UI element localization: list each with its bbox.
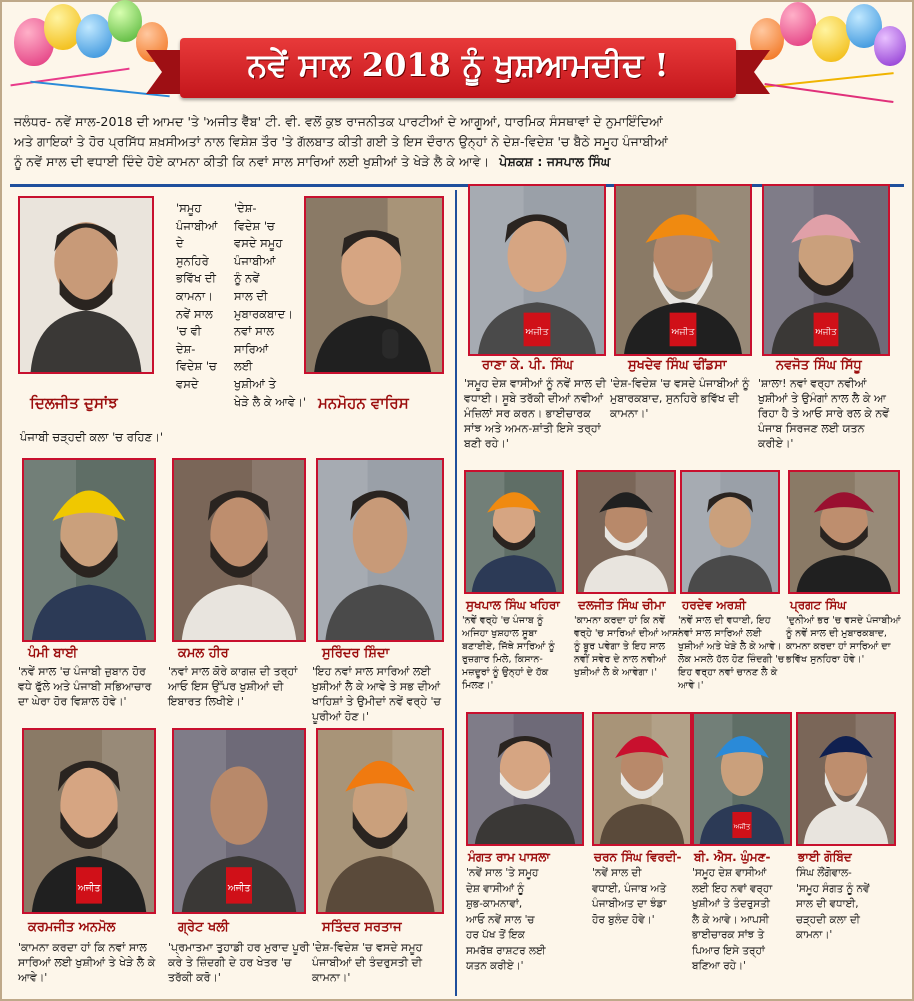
quote-left-1: 'ਨਵਾਂ ਸਾਲ ਕੋਰੇ ਕਾਗਜ਼ ਦੀ ਤਰ੍ਹਾਂ ਆਓ ਇਸ ਉੱਪਰ ਖੁਸ਼ੀਆਂ ਦੀ ਇਬਾਰਤ ਲਿਖੀਏ।' [168, 665, 298, 708]
quote-line: ਆਓ ਨਵੇਂ ਸਾਲ 'ਚ [466, 913, 535, 926]
quote-right-top-0: 'ਸਮੂਹ ਦੇਸ਼ ਵਾਸੀਆਂ ਨੂੰ ਨਵੇਂ ਸਾਲ ਦੀ ਵਧਾਈ। ਸੂਬੇ ਤਰੱਕੀ ਦੀਆਂ ਨਵੀਆਂ ਮੰਜ਼ਿਲਾਂ ਸਰ ਕਰਨ। ਭਾਈਚਾਰਕ ਸਾਂਝ ਅਤੇ ਅਮਨ-ਸ਼ਾਂਤੀ ਇਸੇ ਤਰ੍ਹਾਂ ਬਣੀ ਰਹੇ।' [464, 377, 607, 450]
svg-text:ਅਜੀਤ: ਅਜੀਤ [671, 326, 695, 338]
name-right-bottom-1: ਚਰਨ ਸਿੰਘ ਵਿਰਦੀ- [594, 850, 682, 864]
quote-left-5: 'ਦੇਸ਼-ਵਿਦੇਸ਼ 'ਚ ਵਸਦੇ ਸਮੂਹ ਪੰਜਾਬੀਆਂ ਦੀ ਤੰਦਰੁਸਤੀ ਦੀ ਕਾਮਨਾ।' [312, 941, 423, 984]
intro-line [14, 152, 902, 172]
quote-line: ਵਿਦੇਸ਼ 'ਚ [234, 218, 275, 233]
quote-line: ਲੈ ਕੇ ਆਵੇ। ਆਪਸੀ [692, 913, 769, 926]
photo-left-5 [316, 728, 444, 914]
photo-right-mid-0 [464, 470, 564, 594]
quote-line: 'ਨਵੇਂ ਸਾਲ ਦੀ [592, 867, 642, 879]
credit: ਪੇਸ਼ਕਸ਼ : ਜਸਪਾਲ ਸਿੰਘ [499, 154, 611, 169]
quote-line: ਪੰਜਾਬੀਆਂ [176, 218, 218, 233]
intro-line: ਅਤੇ ਗਾਇਕਾਂ ਤੇ ਹੋਰ ਪ੍ਰਸਿੱਧ ਸ਼ਖ਼ਸੀਅਤਾਂ ਨਾਲ ਵਿਸ਼ੇਸ਼ ਤੌਰ 'ਤੇ ਗੱਲਬਾਤ ਕੀਤੀ ਗਈ ਤੇ ਇਸ ਦੌਰਾਨ ਉਨ੍ਹਾਂ ਨੇ ਦੇਸ਼-ਵਿਦੇਸ਼ 'ਚ ਬੈਠੇ ਸਮੂਹ ਪੰਜਾਬੀਆਂ [14, 134, 668, 149]
quote-line: 'ਸਮੂਹ ਸੰਗਤ ਨੂੰ ਨਵੇਂ [796, 882, 870, 895]
quote-line: ਨਵੇਂ ਸਾਲ [176, 306, 213, 321]
name-right-mid-1: ਦਲਜੀਤ ਸਿੰਘ ਚੀਮਾ [578, 598, 666, 612]
quote-right-bottom-0 [466, 866, 586, 975]
quote-line: 'ਸਮੂਹ [176, 201, 202, 215]
quote-line: ਚੜ੍ਹਦੀ ਕਲਾ ਦੀ [796, 913, 860, 926]
quote-line: ਭਾਈਚਾਰਕ ਸਾਂਝ ਤੇ [692, 929, 765, 941]
quote-line: ਦੇਸ਼ ਵਾਸੀਆਂ ਨੂੰ [466, 882, 525, 895]
photo-right-bottom-3 [796, 712, 896, 846]
photo-left-0 [22, 458, 156, 642]
quote-line: 'ਦੇਸ਼- [234, 201, 257, 215]
quote-right-bottom-2 [692, 866, 800, 975]
quote-right-mid-1: 'ਕਾਮਨਾ ਕਰਦਾ ਹਾਂ ਕਿ ਨਵੇਂ ਵਰ੍ਹੇ 'ਚ ਸਾਰਿਆਂ ਦੀਆਂ ਆਸਾਂ ਨੂੰ ਬੂਰ ਪਵੇਗਾ ਤੇ ਇਹ ਸਾਲ ਨਵੀਂ ਸਵੇਰ ਦੇ ਨਾਲ ਨਵੀਆਂ ਖੁਸ਼ੀਆਂ ਲੈ ਕੇ ਆਵੇਗਾ।' [574, 615, 682, 678]
quote-line: ਸਾਲ ਦੀ ਵਧਾਈ, [796, 898, 859, 910]
photo-right-mid-3 [788, 470, 900, 594]
photo-right-bottom-2 [692, 712, 792, 846]
quote-left-0: 'ਨਵੇਂ ਸਾਲ 'ਚ ਪੰਜਾਬੀ ਜ਼ੁਬਾਨ ਹੋਰ ਵਧੇ ਫੁੱਲੇ ਅਤੇ ਪੰਜਾਬੀ ਸਭਿਆਚਾਰ ਦਾ ਘੇਰਾ ਹੋਰ ਵਿਸ਼ਾਲ ਹੋਵੇ।' [18, 665, 152, 708]
quote-line: ਸੁਨਹਿਰੇ [176, 253, 209, 268]
photo-left-3 [22, 728, 156, 914]
quote-right-mid-3: 'ਦੁਨੀਆਂ ਭਰ 'ਚ ਵਸਦੇ ਪੰਜਾਬੀਆਂ ਨੂੰ ਨਵੇਂ ਸਾਲ ਦੀ ਮੁਬਾਰਕਬਾਦ, ਕਾਮਨਾ ਕਰਦਾ ਹਾਂ ਸਾਰਿਆਂ ਦਾ ਭਵਿੱਖ ਸੁਨਹਿਰਾ ਹੋਵੇ।' [786, 615, 901, 665]
quote-left-2: 'ਇਹ ਨਵਾਂ ਸਾਲ ਸਾਰਿਆਂ ਲਈ ਖੁਸ਼ੀਆਂ ਲੈ ਕੇ ਆਵੇ ਤੇ ਸਭ ਦੀਆਂ ਖਾਹਿਸ਼ਾਂ ਤੇ ਉਮੀਦਾਂ ਨਵੇਂ ਵਰ੍ਹੇ 'ਚ ਪੂਰੀਆਂ ਹੋਣ।' [312, 665, 441, 723]
quote-end-diljit: ਪੰਜਾਬੀ ਚੜ੍ਹਦੀ ਕਲਾ 'ਚ ਰਹਿਣ।' [20, 430, 163, 444]
intro-text: ਨੂੰ ਨਵੇਂ ਸਾਲ ਦੀ ਵਧਾਈ ਦਿੰਦੇ ਹੋਏ ਕਾਮਨਾ ਕੀਤੀ ਕਿ ਨਵਾਂ ਸਾਲ ਸਾਰਿਆਂ ਲਈ ਖੁਸ਼ੀਆਂ ਤੇ ਖੇੜੇ ਲੈ ਕੇ ਆਵੇ। [14, 154, 490, 169]
photo-left-1 [172, 458, 306, 642]
quote-line: ਦੇਸ਼- [176, 341, 196, 356]
quote-left-3: 'ਕਾਮਨਾ ਕਰਦਾ ਹਾਂ ਕਿ ਨਵਾਂ ਸਾਲ ਸਾਰਿਆਂ ਲਈ ਖੁਸ਼ੀਆਂ ਤੇ ਖੇੜੇ ਲੈ ਕੇ ਆਵੇ।' [18, 941, 156, 984]
quote-line: 'ਸਮੂਹ ਦੇਸ਼ ਵਾਸੀਆਂ [692, 867, 767, 879]
name-manmohan: ਮਨਮੋਹਨ ਵਾਰਿਸ [318, 394, 409, 412]
name-right-bottom-0: ਮੰਗਤ ਰਾਮ ਪਾਸਲਾ [468, 850, 550, 864]
quote-line: ਵਸਦੇ ਸਮੂਹ [234, 236, 283, 251]
quote-line: 'ਚ ਵੀ [176, 324, 202, 339]
quote-line: ਖੁਸ਼ੀਆਂ ਤੇ [234, 376, 276, 391]
quote-line: ਸਿੰਘ ਲੌਂਗੋਵਾਲ- [796, 867, 852, 879]
quote-right-top-1: 'ਦੇਸ਼-ਵਿਦੇਸ਼ 'ਚ ਵਸਦੇ ਪੰਜਾਬੀਆਂ ਨੂੰ ਮੁਬਾਰਕਬਾਦ, ਸੁਨਹਿਰੇ ਭਵਿੱਖ ਦੀ ਕਾਮਨਾ।' [610, 377, 750, 420]
quote-line: ਪਿਆਰ ਇਸੇ ਤਰ੍ਹਾਂ [692, 944, 765, 957]
quote-line: ਸਾਲ ਦੀ [234, 288, 268, 303]
quote-line: ਦੇ [176, 236, 184, 251]
svg-text:ਅਜੀਤ: ਅਜੀਤ [227, 882, 251, 895]
quote-line: ਯਤਨ ਕਰੀਏ।' [466, 960, 524, 972]
name-right-mid-2: ਹਰਦੇਵ ਅਰਸ਼ੀ [682, 598, 746, 612]
quote-line: ਨਵਾਂ ਸਾਲ [234, 324, 275, 339]
quote-line: ਖੇੜੇ ਲੈ ਕੇ ਆਵੇ।' [234, 394, 307, 409]
quote-line: ਹੋਰ ਬੁਲੰਦ ਹੋਵੇ।' [592, 913, 655, 926]
photo-right-bottom-1 [592, 712, 692, 846]
quote-line: ਪੰਜਾਬੀਆਂ [234, 253, 276, 268]
quote-line: ਵਸਦੇ [176, 376, 199, 391]
quote-line: ਕਾਮਨਾ। [176, 288, 213, 303]
photo-right-top-1 [614, 184, 752, 356]
svg-text:ਅਜੀਤ: ਅਜੀਤ [77, 882, 101, 895]
page-title: ਨਵੇਂ ਸਾਲ 2018 ਨੂੰ ਖੁਸ਼ਆਮਦੀਦ ! [247, 46, 669, 84]
quote-right-bottom-1 [592, 866, 700, 928]
name-left-3: ਕਰਮਜੀਤ ਅਨਮੋਲ [28, 920, 116, 935]
quote-line: ਸਾਰਿਆਂ [234, 341, 269, 356]
title-banner [180, 38, 736, 98]
intro-line: ਜਲੰਧਰ- ਨਵੇਂ ਸਾਲ-2018 ਦੀ ਆਮਦ 'ਤੇ 'ਅਜੀਤ ਵੈੱਬ' ਟੀ. ਵੀ. ਵਲੋਂ ਕੁਝ ਰਾਜਨੀਤਕ ਪਾਰਟੀਆਂ ਦੇ ਆਗੂਆਂ, ਧਾਰਮਿਕ ਸੰਸਥਾਵਾਂ ਦੇ ਨੁਮਾਇੰਦਿਆਂ [14, 114, 663, 129]
quote-line: ਕਾਮਨਾ।' [796, 929, 833, 941]
photo-right-top-0 [468, 184, 606, 356]
quote-line: ਸਮਰੱਥ ਰਾਸ਼ਟਰ ਲਈ [466, 944, 546, 957]
intro-paragraph [14, 112, 902, 172]
header [0, 0, 914, 108]
name-right-bottom-2: ਬੀ. ਐਸ. ਘੁੰਮਣ- [694, 850, 771, 864]
quote-right-top-2: 'ਸ਼ਾਲਾ! ਨਵਾਂ ਵਰ੍ਹਾ ਨਵੀਆਂ ਖੁਸ਼ੀਆਂ ਤੇ ਉਮੰਗਾਂ ਨਾਲ ਲੈ ਕੇ ਆ ਰਿਹਾ ਹੈ ਤੇ ਆਓ ਸਾਰੇ ਰਲ ਕੇ ਨਵੇਂ ਪੰਜਾਬ ਸਿਰਜਣ ਲਈ ਯਤਨ ਕਰੀਏ।' [758, 377, 890, 450]
photo-left-2 [316, 458, 444, 642]
name-left-1: ਕਮਲ ਹੀਰ [178, 646, 229, 661]
svg-text:ਅਜੀਤ: ਅਜੀਤ [525, 326, 549, 338]
quote-line: ਬਣਿਆ ਰਹੇ।' [692, 960, 746, 972]
quote-line: ਵਿਦੇਸ਼ 'ਚ [176, 359, 217, 374]
quote-right-bottom-3 [796, 866, 904, 944]
name-right-top-0: ਰਾਣਾ ਕੇ. ਪੀ. ਸਿੰਘ [482, 358, 574, 373]
quote-line: ਪੰਜਾਬੀਅਤ ਦਾ ਝੰਡਾ [592, 898, 667, 910]
photo-manmohan [304, 196, 444, 374]
quote-line: ਹਰ ਪੱਖ ਤੋਂ ਇਕ [466, 929, 525, 941]
photo-right-mid-2 [680, 470, 780, 594]
quote-line: ਲਈ ਇਹ ਨਵਾਂ ਵਰ੍ਹਾ [692, 882, 773, 895]
svg-text:ਅਜੀਤ: ਅਜੀਤ [815, 327, 837, 338]
quote-line: ਲਈ [234, 359, 253, 374]
quote-line: ਨੂੰ ਨਵੇਂ [234, 271, 260, 286]
svg-text:ਅਜੀਤ: ਅਜੀਤ [733, 822, 751, 832]
quote-line: ਵਧਾਈ, ਪੰਜਾਬ ਅਤੇ [592, 882, 667, 895]
photo-diljit [18, 196, 154, 374]
name-left-4: ਗ੍ਰੇਟ ਖਲੀ [178, 920, 229, 935]
photo-left-4 [172, 728, 306, 914]
quote-line: ਖੁਸ਼ੀਆਂ ਤੇ ਤੰਦਰੁਸਤੀ [692, 898, 770, 910]
quote-left-4: 'ਪ੍ਰਮਾਤਮਾ ਤੁਹਾਡੀ ਹਰ ਮੁਰਾਦ ਪੂਰੀ ਕਰੇ ਤੇ ਜ਼ਿੰਦਗੀ ਦੇ ਹਰ ਖੇਤਰ 'ਚ ਤਰੱਕੀ ਕਰੋ।' [168, 941, 310, 984]
quote-line: ਮੁਬਾਰਕਬਾਦ। [234, 306, 293, 321]
photo-right-bottom-0 [466, 712, 584, 846]
name-left-5: ਸਤਿੰਦਰ ਸਰਤਾਜ [322, 920, 402, 935]
quote-right-mid-2: 'ਨਵੇਂ ਸਾਲ ਦੀ ਵਧਾਈ, ਇਹ ਨਵਾਂ ਸਾਲ ਸਾਰਿਆਂ ਲਈ ਖੁਸ਼ੀਆਂ ਅਤੇ ਖੇੜੇ ਲੈ ਕੇ ਆਵੇ। ਲੋਕ ਮਸਲੇ ਹੱਲ ਹੋਣ ਜ਼ਿੰਦਗੀ 'ਚ ਇਹ ਵਰ੍ਹਾ ਨਵਾਂ ਚਾਨਣ ਲੈ ਕੇ ਆਵੇ।' [678, 615, 785, 691]
name-right-mid-0: ਸੁਖਪਾਲ ਸਿੰਘ ਖਹਿਰਾ [466, 598, 560, 612]
quote-line: ਸ਼ੁਭ-ਕਾਮਨਾਵਾਂ, [466, 898, 523, 910]
photo-right-top-2 [762, 184, 890, 356]
name-right-mid-3: ਪ੍ਰਗਟ ਸਿੰਘ [790, 598, 847, 612]
quote-right-mid-0: 'ਨਵੇਂ ਵਰ੍ਹੇ 'ਚ ਪੰਜਾਬ ਨੂੰ ਅਜਿਹਾ ਖੁਸ਼ਹਾਲ ਸੂਬਾ ਬਣਾਈਏ, ਜਿੱਥੇ ਸਾਰਿਆਂ ਨੂੰ ਰੁਜ਼ਗਾਰ ਮਿਲੇ, ਕਿਸਾਨ-ਮਜ਼ਦੂਰਾਂ ਨੂੰ ਉਨ੍ਹਾਂ ਦੇ ਹੱਕ ਮਿਲਣ।' [462, 615, 555, 691]
name-left-2: ਸੁਰਿੰਦਰ ਸ਼ਿੰਦਾ [322, 646, 390, 661]
name-diljit: ਦਿਲਜੀਤ ਦੁਸਾਂਝ [30, 394, 118, 412]
name-right-bottom-3: ਭਾਈ ਗੋਬਿੰਦ [798, 850, 852, 864]
column-divider [455, 190, 457, 996]
name-right-top-1: ਸੁਖਦੇਵ ਸਿੰਘ ਢੀਂਡਸਾ [628, 358, 727, 373]
quote-diljit [176, 200, 240, 394]
name-right-top-2: ਨਵਜੋਤ ਸਿੰਘ ਸਿੱਧੂ [776, 358, 862, 373]
quote-line: ਭਵਿੱਖ ਦੀ [176, 271, 216, 286]
quote-line: 'ਨਵੇਂ ਸਾਲ 'ਤੇ ਸਮੂਹ [466, 867, 539, 879]
quote-manmohan [234, 200, 306, 411]
name-left-0: ਪੰਮੀ ਬਾਈ [28, 646, 78, 661]
photo-right-mid-1 [576, 470, 676, 594]
